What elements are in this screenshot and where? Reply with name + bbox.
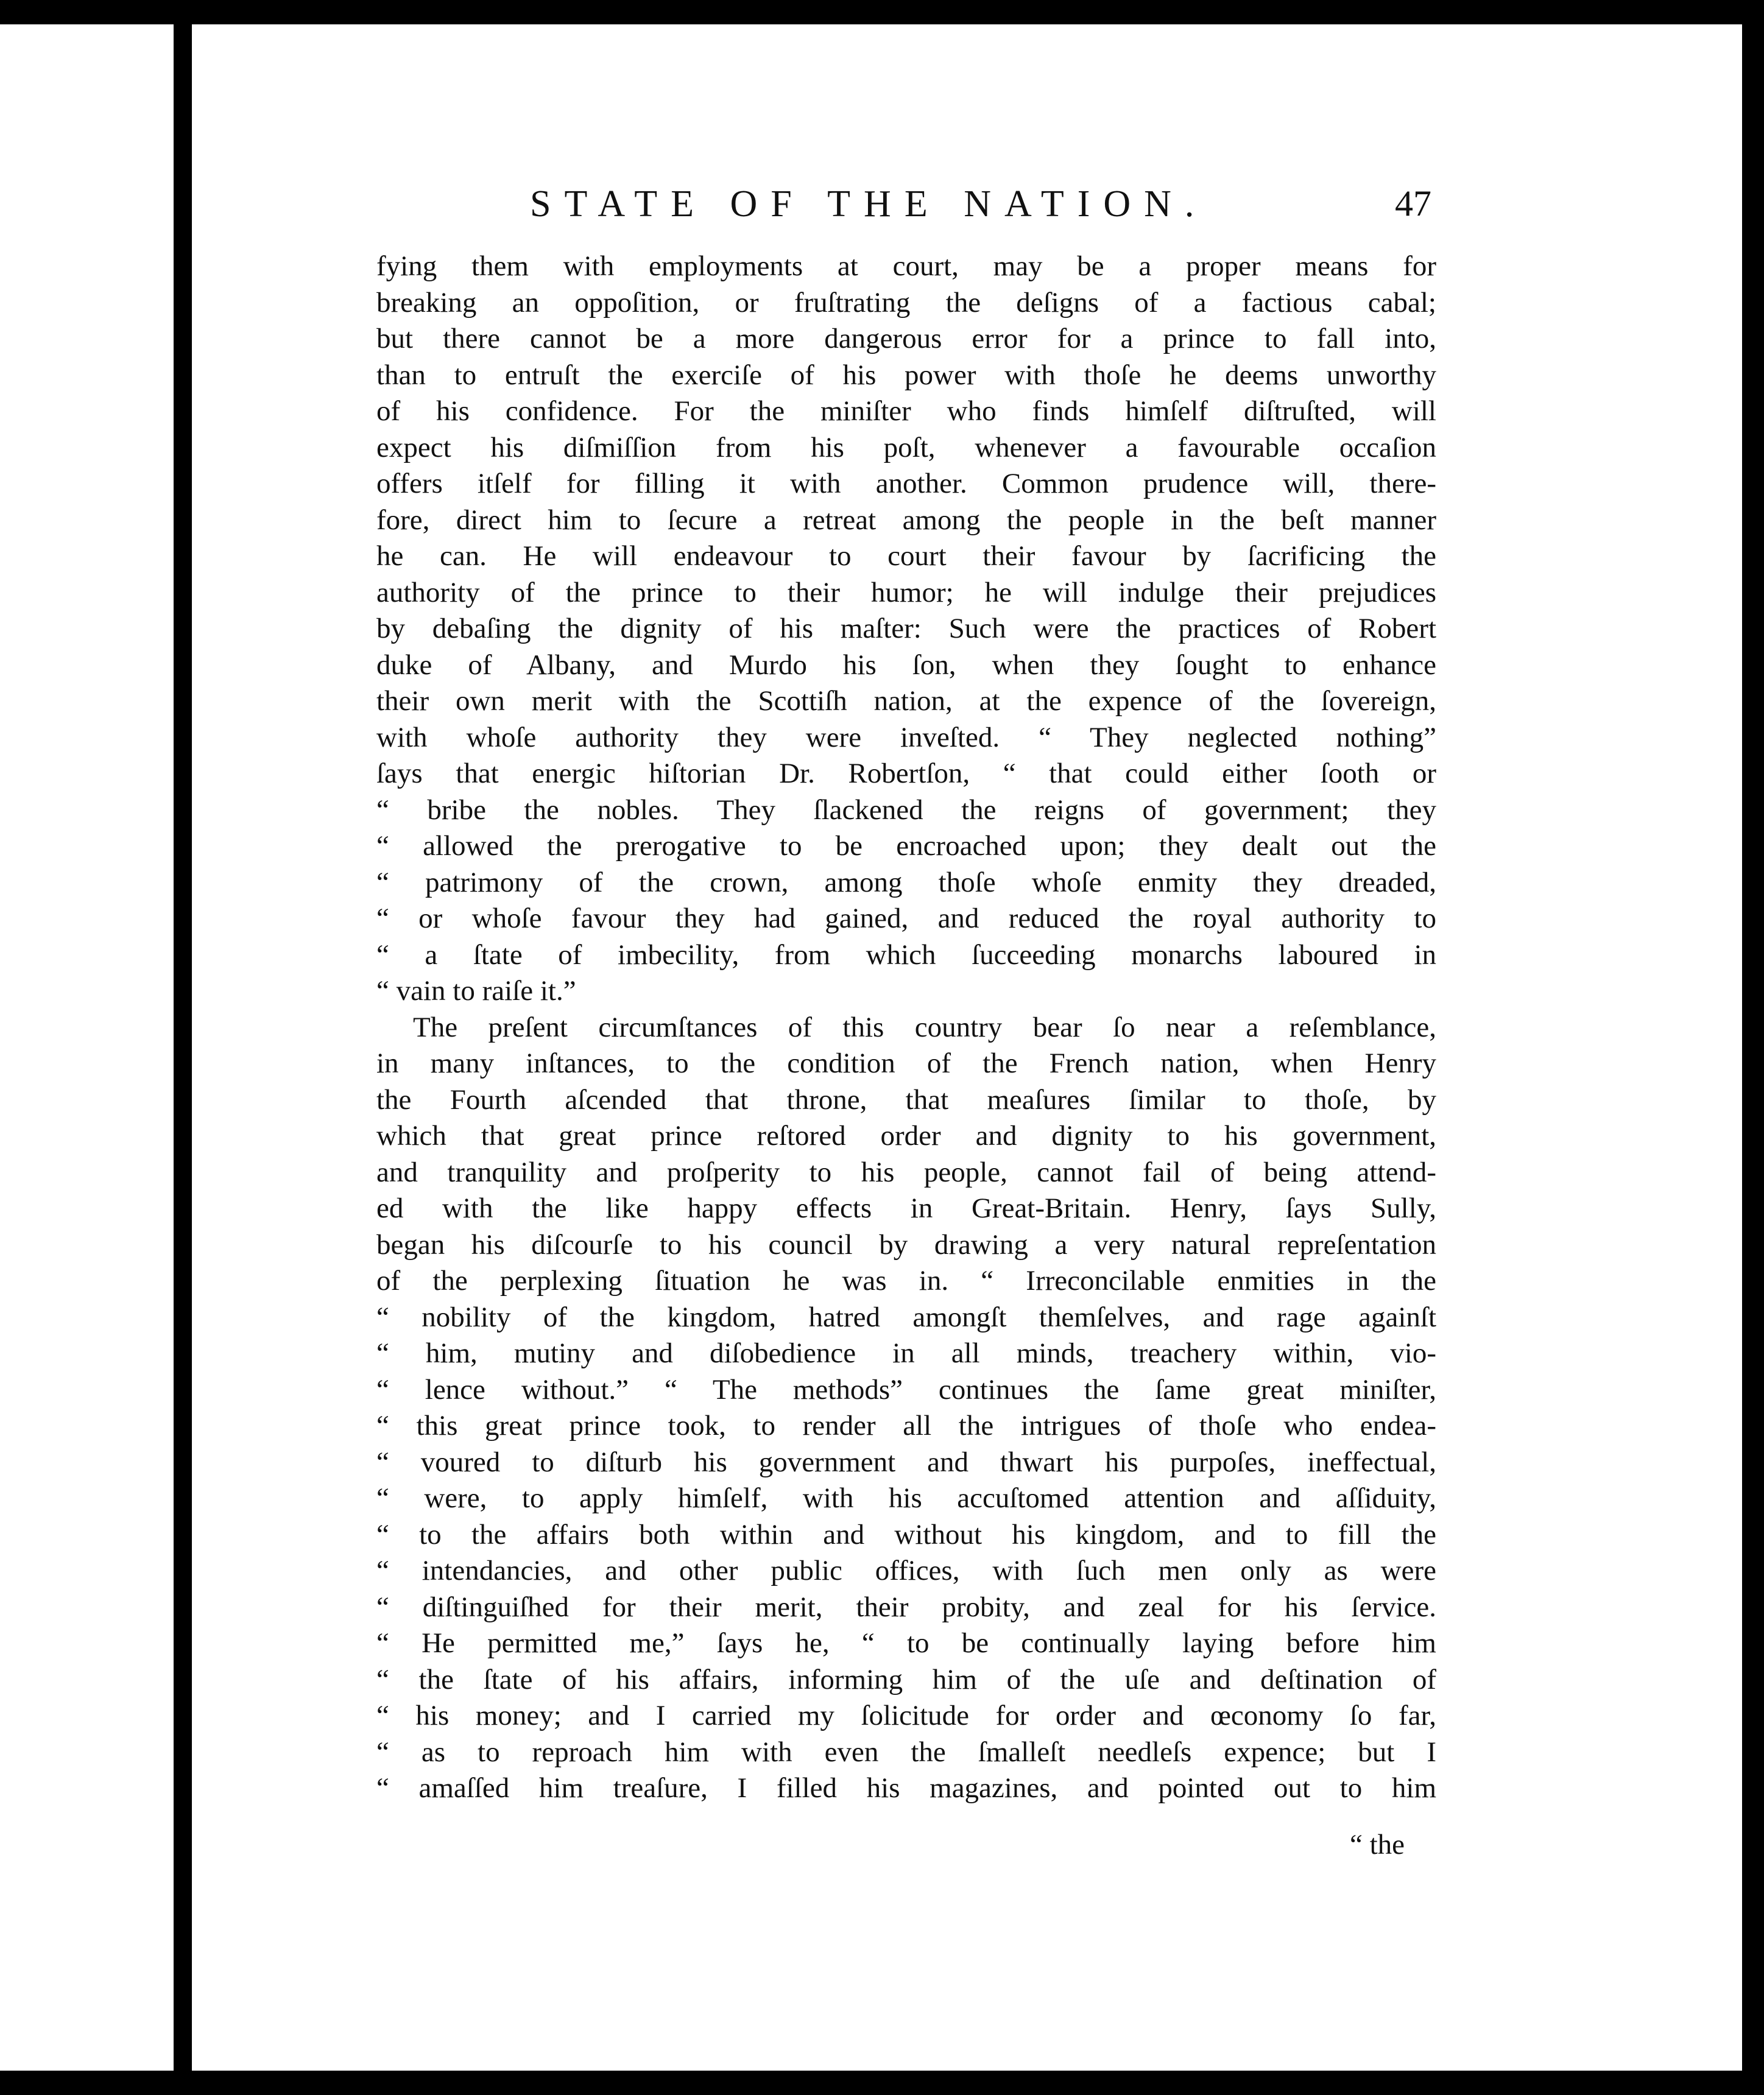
quoted-line: “ diſtinguiſhed for their merit, their probity, and zeal for his ſervice. (376, 1591, 1436, 1623)
text-line: fying them with employments at court, may be a proper means for (376, 250, 1436, 282)
text-line: in many inſtances, to the condition of the French nation, when Henry (376, 1048, 1436, 1079)
quoted-line: “ bribe the nobles. They ſlackened the reigns of government; they (376, 794, 1436, 826)
quoted-line: “ were, to apply himſelf, with his accuſtomed attention and aſſiduity, (376, 1482, 1436, 1514)
quoted-line: “ or whoſe favour they had gained, and reduced the royal authority to (376, 903, 1436, 934)
quoted-line: “ a ſtate of imbecility, from which ſucceeding monarchs laboured in (376, 938, 1436, 971)
quoted-line: “ as to reproach him with even the ſmalleſt needleſs expence; but I (376, 1736, 1436, 1768)
page-number: 47 (1395, 183, 1431, 224)
text-line: by debaſing the dignity of his maſter: Such were the practices of Robert (376, 613, 1436, 644)
text-line: ſays that energic hiſtorian Dr. Robertſon, “ that could either ſooth or (376, 758, 1436, 789)
catchword: “ the (1350, 1829, 1405, 1861)
text-line: fore, direct him to ſecure a retreat among the people in the beſt manner (376, 504, 1436, 536)
quoted-line: “ to the affairs both within and without his kingdom, and to fill the (376, 1518, 1436, 1551)
quoted-line: “ nobility of the kingdom, hatred amongſt themſelves, and rage againſt (376, 1301, 1436, 1333)
text-line: breaking an oppoſition, or fruſtrating the deſigns of a factious cabal; (376, 286, 1436, 319)
text-line: of his confidence. For the miniſter who finds himſelf diſtruſted, will (376, 395, 1436, 427)
text-line: and tranquility and proſperity to his people, cannot fail of being attend- (376, 1156, 1436, 1188)
quoted-line: “ him, mutiny and diſobedience in all minds, treachery within, vio- (376, 1337, 1436, 1369)
quoted-line: “ voured to diſturb his government and thwart his purpoſes, ineffectual, (376, 1446, 1436, 1478)
running-title: STATE OF THE NATION. (530, 183, 1208, 225)
quoted-line: “ amaſſed him treaſure, I filled his magazines, and pointed out to him (376, 1772, 1436, 1804)
facing-page-edge (0, 24, 174, 2071)
text-line: their own merit with the Scottiſh nation, at the expence of the ſovereign, (376, 685, 1436, 717)
running-head (341, 183, 1438, 238)
quoted-line: “ intendancies, and other public offices, with ſuch men only as were (376, 1555, 1436, 1586)
text-line: with whoſe authority they were inveſted. “ They neglected nothing” (376, 721, 1436, 753)
quoted-line: “ He permitted me,” ſays he, “ to be continually laying before him (376, 1627, 1436, 1659)
quoted-line: “ this great prince took, to render all the intrigues of thoſe who endea- (376, 1410, 1436, 1442)
text-line: of the perplexing ſituation he was in. “ Irreconcilable enmities in the (376, 1265, 1436, 1297)
quoted-line: “ patrimony of the crown, among thoſe whoſe enmity they dreaded, (376, 866, 1436, 898)
text-line: the Fourth aſcended that throne, that meaſures ſimilar to thoſe, by (376, 1083, 1436, 1116)
text-line: he can. He will endeavour to court their favour by ſacrificing the (376, 540, 1436, 572)
text-line: expect his diſmiſſion from his poſt, whenever a favourable occaſion (376, 431, 1436, 463)
text-line: which that great prince reſtored order and dignity to his government, (376, 1120, 1436, 1152)
text-line: ed with the like happy effects in Great-Britain. Henry, ſays Sully, (376, 1192, 1436, 1224)
quoted-line: “ lence without.” “ The methods” continues the ſame great miniſter, (376, 1373, 1436, 1406)
quoted-line: “ vain to raiſe it.” (376, 975, 576, 1007)
text-line: offers itſelf for filling it with another. Common prudence will, there- (376, 468, 1436, 499)
quoted-line: “ his money; and I carried my ſolicitude for order and œconomy ſo far, (376, 1700, 1436, 1731)
paragraph-start-line: The preſent circumſtances of this country bear ſo near a reſemblance, (413, 1011, 1436, 1043)
text-line: authority of the prince to their humor; he will indulge their prejudices (376, 576, 1436, 608)
body-text (376, 248, 1436, 1807)
quoted-line: “ allowed the prerogative to be encroached upon; they dealt out the (376, 830, 1436, 862)
text-line: began his diſcourſe to his council by drawing a very natural repreſentation (376, 1228, 1436, 1261)
text-line: duke of Albany, and Murdo his ſon, when they ſought to enhance (376, 649, 1436, 681)
text-line: but there cannot be a more dangerous error for a prince to fall into, (376, 323, 1436, 354)
quoted-line: “ the ſtate of his affairs, informing him of the uſe and deſtination of (376, 1663, 1436, 1695)
text-line: than to entruſt the exerciſe of his power with thoſe he deems unworthy (376, 359, 1436, 391)
